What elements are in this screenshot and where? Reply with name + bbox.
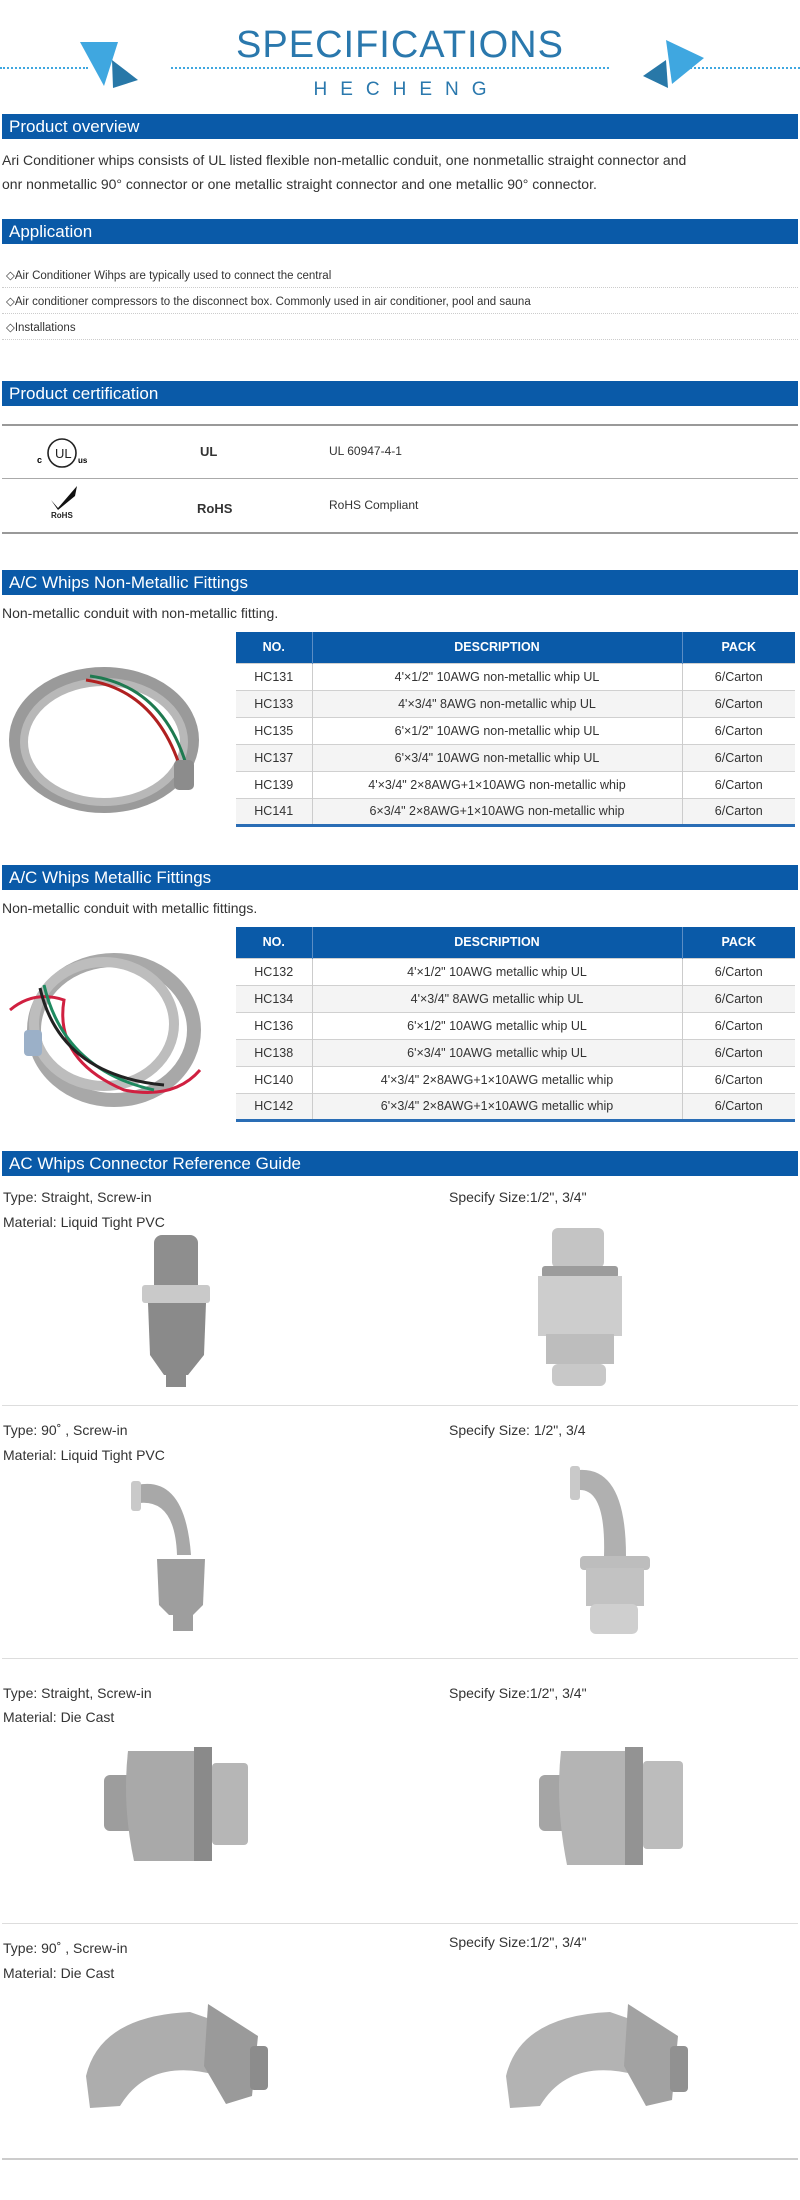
divider xyxy=(2,1923,798,1924)
guide-type: Type: Straight, Screw-in xyxy=(3,1685,152,1701)
cell-no: HC135 xyxy=(236,717,312,744)
section-header-nonmetallic: A/C Whips Non-Metallic Fittings xyxy=(2,570,798,595)
cell-pack: 6/Carton xyxy=(682,771,795,798)
table-row xyxy=(236,1039,795,1066)
section-header-application: Application xyxy=(2,219,798,244)
cell-description: 6×3/4" 2×8AWG+1×10AWG non-metallic whip xyxy=(312,798,682,825)
nonmetallic-whip-image xyxy=(6,660,202,820)
table-row xyxy=(236,1093,795,1120)
metallic-subtitle: Non-metallic conduit with metallic fittings. xyxy=(2,900,258,916)
cell-no: HC139 xyxy=(236,771,312,798)
metallic-table xyxy=(236,927,795,1122)
guide-type: Type: Straight, Screw-in xyxy=(3,1189,152,1205)
diecast-90-connector-image xyxy=(500,1996,710,2116)
diecast-straight-connector-image xyxy=(100,1745,260,1865)
page-title: SPECIFICATIONS xyxy=(236,24,564,66)
overview-line-1: Ari Conditioner whips consists of UL listed flexible non-metallic conduit, one nonmetallic straight connector and xyxy=(2,152,687,168)
guide-material: Material: Die Cast xyxy=(3,1709,115,1725)
divider xyxy=(2,532,798,534)
column-header-pack: PACK xyxy=(682,632,795,663)
column-header-description: DESCRIPTION xyxy=(312,632,682,663)
section-header-guide: AC Whips Connector Reference Guide xyxy=(2,1151,798,1176)
cell-description: 4'×3/4" 2×8AWG+1×10AWG metallic whip xyxy=(312,1066,682,1093)
cell-description: 6'×3/4" 10AWG non-metallic whip UL xyxy=(312,744,682,771)
cell-pack: 6/Carton xyxy=(682,1093,795,1120)
rohs-logo-text: RoHS xyxy=(51,511,73,520)
cell-description: 4'×1/2" 10AWG non-metallic whip UL xyxy=(312,663,682,690)
cell-no: HC132 xyxy=(236,958,312,985)
column-header-pack: PACK xyxy=(682,927,795,958)
diecast-straight-connector-image xyxy=(535,1745,695,1869)
cell-no: HC138 xyxy=(236,1039,312,1066)
svg-text:us: us xyxy=(78,456,88,465)
rohs-check-icon xyxy=(48,486,78,510)
cell-pack: 6/Carton xyxy=(682,744,795,771)
table-row xyxy=(236,717,795,744)
ul-logo-icon xyxy=(36,436,92,470)
guide-size: Specify Size:1/2", 3/4" xyxy=(449,1934,587,1950)
table-row xyxy=(236,771,795,798)
table-row xyxy=(236,985,795,1012)
cell-description: 6'×1/2" 10AWG metallic whip UL xyxy=(312,1012,682,1039)
cell-description: 4'×3/4" 8AWG metallic whip UL xyxy=(312,985,682,1012)
cell-pack: 6/Carton xyxy=(682,717,795,744)
column-header-no: NO. xyxy=(236,632,312,663)
pvc-straight-connector-image xyxy=(536,1228,626,1388)
pvc-90-connector-image xyxy=(125,1475,225,1645)
cell-pack: 6/Carton xyxy=(682,1012,795,1039)
cert-name-rohs: RoHS xyxy=(197,501,233,516)
cell-no: HC133 xyxy=(236,690,312,717)
svg-text:c: c xyxy=(37,455,43,465)
column-header-description: DESCRIPTION xyxy=(312,927,682,958)
cell-description: 4'×3/4" 8AWG non-metallic whip UL xyxy=(312,690,682,717)
cell-no: HC142 xyxy=(236,1093,312,1120)
guide-material: Material: Die Cast xyxy=(3,1965,115,1981)
cell-no: HC136 xyxy=(236,1012,312,1039)
table-header-row xyxy=(236,927,795,958)
pvc-straight-connector-image xyxy=(132,1235,232,1390)
section-header-overview: Product overview xyxy=(2,114,798,139)
cell-no: HC141 xyxy=(236,798,312,825)
table-row xyxy=(236,798,795,825)
metallic-whip-image xyxy=(4,940,204,1110)
guide-size: Specify Size: 1/2", 3/4 xyxy=(449,1422,586,1438)
nonmetallic-table xyxy=(236,632,795,827)
table-row xyxy=(236,1012,795,1039)
cell-no: HC131 xyxy=(236,663,312,690)
guide-size: Specify Size:1/2", 3/4" xyxy=(449,1685,587,1701)
application-item: ◇Installations xyxy=(2,317,798,340)
cert-value-rohs: RoHS Compliant xyxy=(329,498,419,512)
cell-no: HC140 xyxy=(236,1066,312,1093)
diecast-90-connector-image xyxy=(80,1996,290,2116)
brand-subtitle: HECHENG xyxy=(313,79,500,100)
overview-line-2: onr nonmetallic 90° connector or one metallic straight connector and one metallic 90° connector. xyxy=(2,176,597,192)
pvc-90-connector-image xyxy=(560,1460,660,1640)
nonmetallic-subtitle: Non-metallic conduit with non-metallic fitting. xyxy=(2,605,279,621)
guide-type: Type: 90˚ , Screw-in xyxy=(3,1422,128,1438)
cell-pack: 6/Carton xyxy=(682,798,795,825)
table-row xyxy=(236,958,795,985)
divider xyxy=(2,424,798,426)
guide-type: Type: 90˚ , Screw-in xyxy=(3,1940,128,1956)
cert-name-ul: UL xyxy=(200,444,218,459)
cell-description: 6'×3/4" 10AWG metallic whip UL xyxy=(312,1039,682,1066)
guide-material: Material: Liquid Tight PVC xyxy=(3,1447,165,1463)
cell-pack: 6/Carton xyxy=(682,663,795,690)
cell-description: 4'×1/2" 10AWG metallic whip UL xyxy=(312,958,682,985)
cell-no: HC134 xyxy=(236,985,312,1012)
application-item: ◇Air Conditioner Wihps are typically used to connect the central xyxy=(2,265,798,288)
divider xyxy=(2,2158,798,2160)
guide-size: Specify Size:1/2", 3/4" xyxy=(449,1189,587,1205)
cell-description: 4'×3/4" 2×8AWG+1×10AWG non-metallic whip xyxy=(312,771,682,798)
guide-material: Material: Liquid Tight PVC xyxy=(3,1214,165,1230)
cell-description: 6'×1/2" 10AWG non-metallic whip UL xyxy=(312,717,682,744)
cell-pack: 6/Carton xyxy=(682,1039,795,1066)
application-item: ◇Air conditioner compressors to the disconnect box. Commonly used in air conditioner, pool and sauna xyxy=(2,291,798,314)
table-row xyxy=(236,744,795,771)
table-header-row xyxy=(236,632,795,663)
cell-pack: 6/Carton xyxy=(682,1066,795,1093)
divider xyxy=(2,1405,798,1406)
section-header-metallic: A/C Whips Metallic Fittings xyxy=(2,865,798,890)
column-header-no: NO. xyxy=(236,927,312,958)
table-row xyxy=(236,1066,795,1093)
cell-pack: 6/Carton xyxy=(682,958,795,985)
cert-value-ul: UL 60947-4-1 xyxy=(329,444,402,458)
cell-pack: 6/Carton xyxy=(682,690,795,717)
cell-pack: 6/Carton xyxy=(682,985,795,1012)
table-row xyxy=(236,690,795,717)
divider xyxy=(2,478,798,479)
table-row xyxy=(236,663,795,690)
svg-text:UL: UL xyxy=(55,446,72,461)
cell-description: 6'×3/4" 2×8AWG+1×10AWG metallic whip xyxy=(312,1093,682,1120)
section-header-certification: Product certification xyxy=(2,381,798,406)
divider xyxy=(2,1658,798,1659)
cell-no: HC137 xyxy=(236,744,312,771)
